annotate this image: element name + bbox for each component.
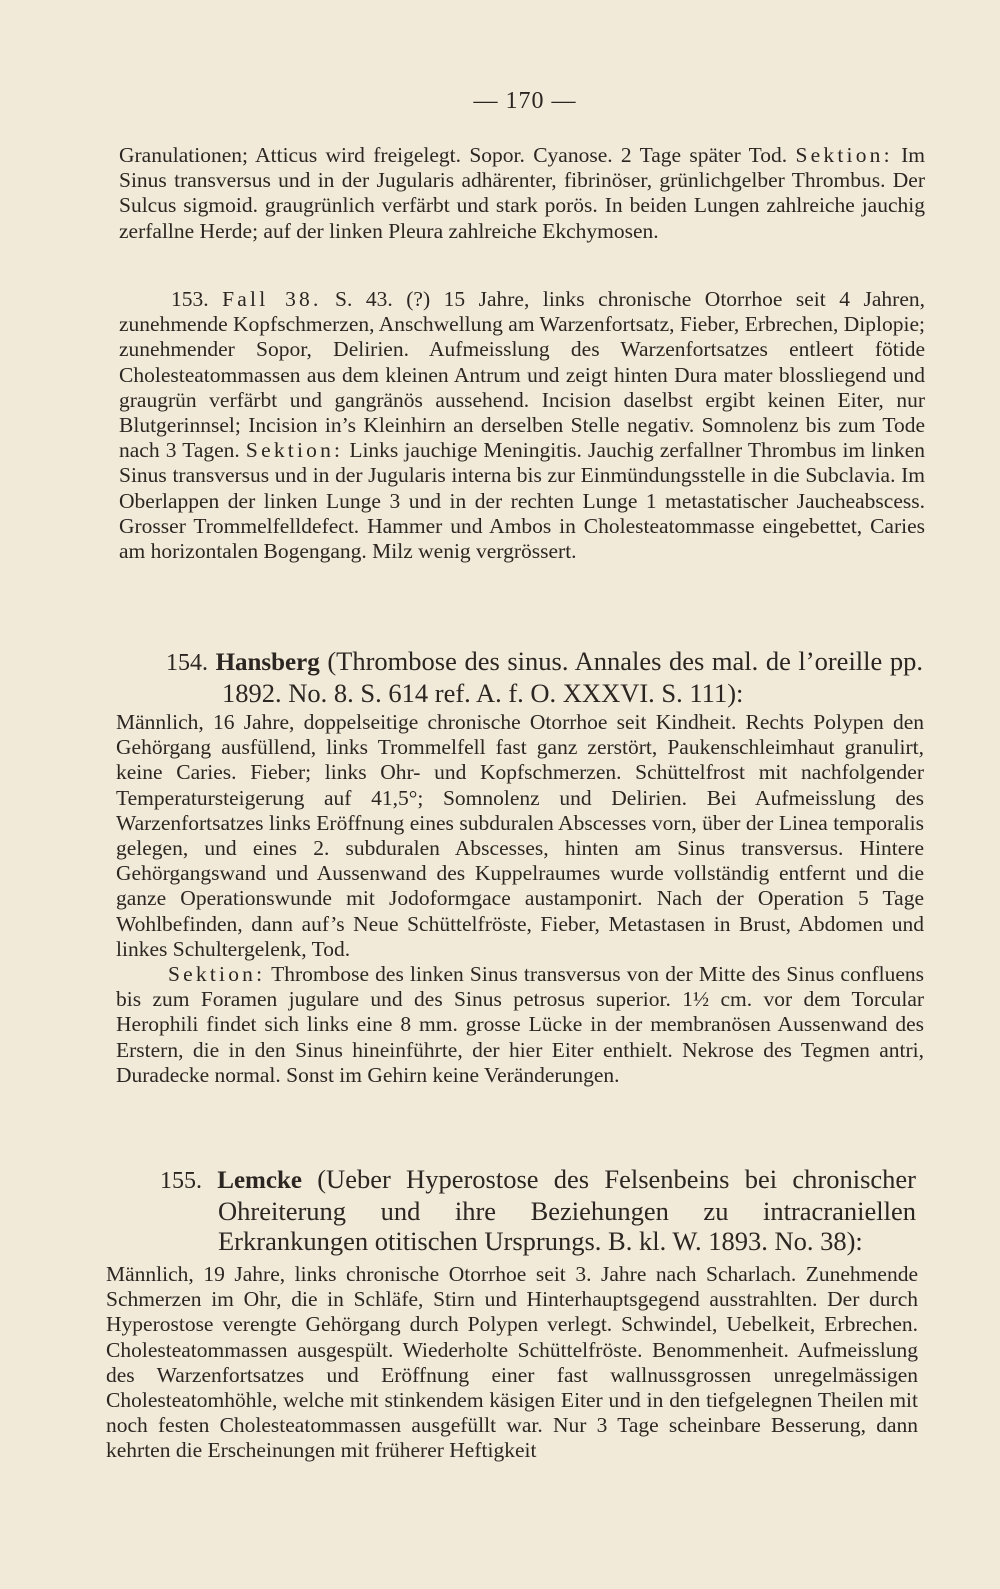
paragraph-text: Im Sinus transversus und in der Jugularis adhärenter, fibrinöser, grünlichgelber Thrombus. Der Sulcus sigmoid. graugrünlich verfärbt und stark porös. In beiden Lungen zahlreiche jauchig zerfallne Herde; auf der linken Pleura zahlreiche Ekchymosen. (119, 143, 926, 243)
sektion-label: Sektion: (168, 962, 266, 987)
sektion-label: Sektion: (245, 438, 344, 463)
author-name: Hansberg (215, 649, 320, 676)
page-number: — 170 — (473, 88, 577, 114)
sektion-label: Sektion: (795, 143, 893, 167)
continuation-paragraph (119, 143, 925, 244)
case-155-body (106, 1262, 918, 1464)
author-name: Lemcke (217, 1167, 302, 1194)
fraction: 1½ (682, 987, 710, 1012)
case-number: 154. (166, 650, 208, 676)
case-155-heading (160, 1164, 916, 1256)
case-number: 155. (160, 1168, 202, 1194)
sektion-text: cm. vor dem Torcular Herophili findet sich links eine 8 mm. grosse Lücke in der membranösen Aussenwand des Erstern, die in den Sinus hineinführte, der hier Eiter enthielt. Nekrose des Tegmen antri, Duradecke normal. Sonst im Gehirn keine Veränderungen. (116, 987, 925, 1087)
case-text: S. 43. (?) 15 Jahre, links chronische Otorrhoe seit 4 Jahren, zunehmende Kopfschmerzen, Anschwellung am Warzenfortsatz, Fieber, Erbrechen, Diplopie; zunehmender Sopor, Delirien. Aufmeisslung des Warzenfortsatzes entleert fötide Cholesteatommassen aus dem kleinen Antrum und zeigt hinten Dura mater blossliegend und graugrün verfärbt und gangränös aussehend. Incision daselbst ergibt keinen Eiter, nur Blutgerinnsel; Incision in’s Kleinhirn an derselben Stelle negativ. Somnolenz bis zum Tode nach 3 Tagen. (119, 287, 925, 463)
citation: (Ueber Hyperostose des Felsenbeins bei chronischer Ohreiterung und ihre Beziehungen zu intracraniellen Erkrankungen otitischen Ursprungs. B. kl. W. 1893. No. 38): (218, 1164, 916, 1256)
fall-label: Fall 38. (222, 287, 322, 311)
case-text: Männlich, 19 Jahre, links chronische Otorrhoe seit 3. Jahre nach Scharlach. Zunehmende Schmerzen im Ohr, die in Schläfe, Stirn und Hinterhauptsgegend ausstrahlten. Der durch Hyperostose verengte Gehörgang durch Polypen verlegt. Schwindel, Uebelkeit, Erbrechen. Cholesteatommassen ausgespült. Wiederholte Schüttelfröste. Benommenheit. Aufmeisslung des Warzenfortsatzes und Eröffnung einer fast wallnussgrossen unregelmässigen Cholesteatomhöhle, welche mit stinkendem käsigen Eiter und in den tiefgelegnen Theilen mit noch festen Cholesteatommassen ausgefüllt war. Nur 3 Tage scheinbare Besserung, dann kehrten die Erscheinungen mit früherer Heftigkeit (106, 1262, 918, 1463)
paragraph-text: Granulationen; Atticus wird freigelegt. Sopor. Cyanose. 2 Tage später Tod. (119, 143, 788, 167)
case-153 (119, 287, 925, 564)
case-number: 153. (171, 287, 209, 311)
citation: (Thrombose des sinus. Annales des mal. de l’oreille pp. 1892. No. 8. S. 614 ref. A. f. O. XXXVI. S. 111): (222, 646, 923, 708)
sektion-text: Thrombose des linken Sinus transversus von der Mitte des Sinus confluens bis zum Foramen jugulare und des Sinus petrosus superior. (116, 962, 924, 1012)
case-154-body (116, 710, 924, 1088)
case-text: Links jauchige Meningitis. Jauchig zerfallner Thrombus im linken Sinus transversus und in der Jugularis interna bis zur Einmündungsstelle in die Subclavia. Im Oberlappen der linken Lunge 3 und in der rechten Lunge 1 metastatischer Jaucheabscess. Grosser Trommelfelldefect. Hammer und Ambos in Cholesteatommasse eingebettet, Caries am horizontalen Bogengang. Milz wenig vergrössert. (119, 438, 925, 564)
case-text: Männlich, 16 Jahre, doppelseitige chronische Otorrhoe seit Kindheit. Rechts Polypen den Gehörgang ausfüllend, links Trommelfell fast ganz zerstört, Paukenschleimhaut granulirt, keine Caries. Fieber; links Ohr- und Kopfschmerzen. Schüttelfrost mit nachfolgender Temperatursteigerung auf 41,5°; Somnolenz und Delirien. Bei Aufmeisslung des Warzenfortsatzes links Eröffnung eines subduralen Abscesses vorn, über der Linea temporalis gelegen, und eines 2. subduralen Abscesses, hinten am Sinus transversus. Hintere Gehörgangswand und Aussenwand des Kuppelraumes wurde vollständig entfernt und die ganze Operationswunde mit Jodoformgace austamponirt. Nach der Operation 5 Tage Wohlbefinden, dann auf’s Neue Schüttelfröste, Fieber, Metastasen in Brust, Abdomen und linkes Schultergelenk, Tod. (116, 710, 924, 961)
case-154-heading (166, 646, 923, 708)
